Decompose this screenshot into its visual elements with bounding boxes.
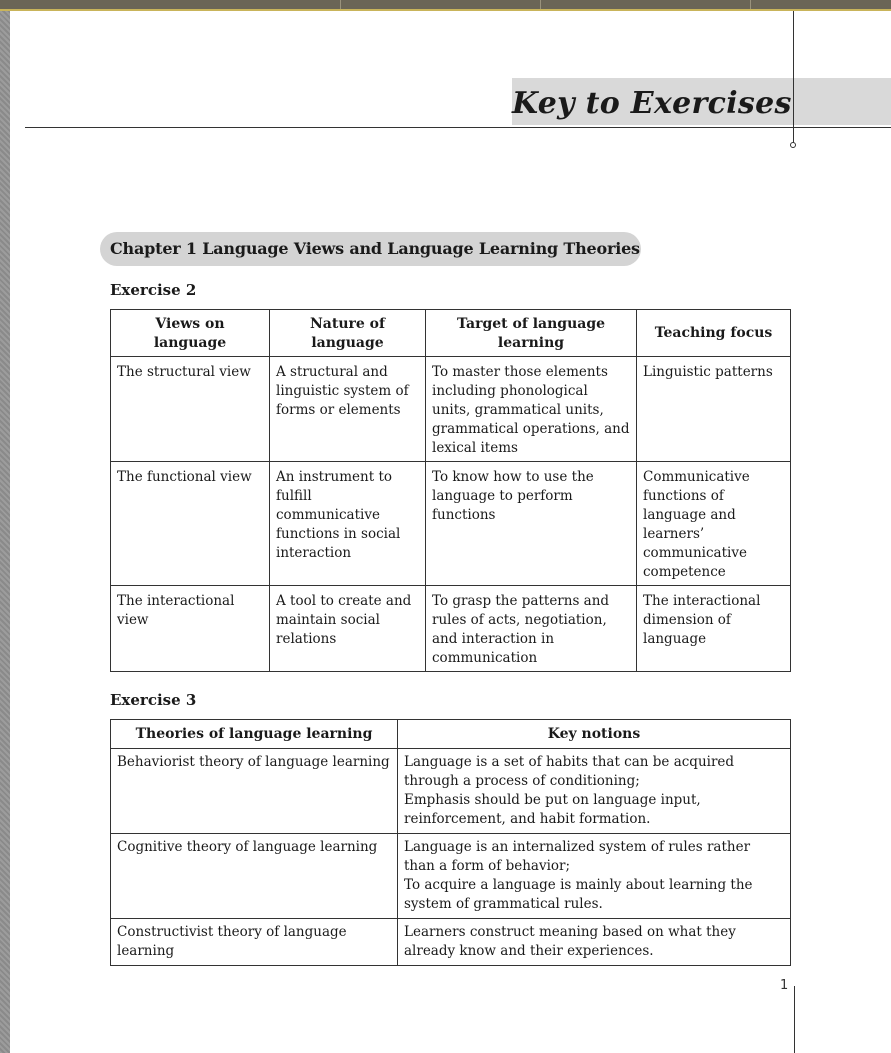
table-row	[111, 834, 791, 919]
chapter-heading: Chapter 1 Language Views and Language Learning Theories	[100, 232, 641, 266]
exercise-2-table	[110, 309, 791, 672]
key-notion-line: Emphasis should be put on language input, reinforcement, and habit formation.	[404, 792, 701, 827]
column-header: Target of language learning	[426, 310, 637, 357]
table-cell: Constructivist theory of language learning	[111, 919, 398, 966]
column-header: Nature of language	[270, 310, 426, 357]
column-header: Teaching focus	[637, 310, 791, 357]
table-cell: Linguistic patterns	[637, 357, 791, 462]
margin-line-bottom	[794, 986, 795, 1053]
viewer-top-bar	[0, 0, 891, 11]
table-header-row	[111, 310, 791, 357]
document-page	[10, 11, 891, 1053]
table-cell	[398, 919, 791, 966]
exercise-3-label: Exercise 3	[110, 691, 197, 709]
page-number: 1	[780, 978, 789, 993]
header-rule	[25, 127, 891, 128]
key-notion-line: Learners construct meaning based on what they already know and their experiences.	[404, 924, 736, 959]
table-cell: Behaviorist theory of language learning	[111, 749, 398, 834]
exercise-2-label: Exercise 2	[110, 281, 197, 299]
table-cell: The interactional dimension of language	[637, 586, 791, 672]
column-header: Views on language	[111, 310, 270, 357]
margin-line-top	[793, 11, 794, 143]
column-header: Key notions	[398, 720, 791, 749]
column-header: Theories of language learning	[111, 720, 398, 749]
table-row	[111, 749, 791, 834]
table-row	[111, 357, 791, 462]
key-notion-line: Language is an internalized system of rules rather than a form of behavior;	[404, 839, 751, 874]
exercise-3-table	[110, 719, 791, 966]
toolbar-segment	[0, 0, 341, 9]
page-title: Key to Exercises	[512, 86, 792, 121]
margin-line-dot	[790, 142, 796, 148]
table-cell: A tool to create and maintain social relations	[270, 586, 426, 672]
table-cell	[398, 834, 791, 919]
table-cell: To master those elements including phonological units, grammatical units, grammatical operations, and lexical items	[426, 357, 637, 462]
table-cell: The functional view	[111, 462, 270, 586]
table-cell: To grasp the patterns and rules of acts, negotiation, and interaction in communication	[426, 586, 637, 672]
table-cell: A structural and linguistic system of forms or elements	[270, 357, 426, 462]
key-notion-line: Language is a set of habits that can be acquired through a process of conditioning;	[404, 754, 735, 789]
viewer-left-strip	[0, 11, 10, 1053]
table-cell: The interactional view	[111, 586, 270, 672]
table-row	[111, 586, 791, 672]
key-notion-line: To acquire a language is mainly about learning the system of grammatical rules.	[404, 877, 753, 912]
table-header-row	[111, 720, 791, 749]
table-row	[111, 919, 791, 966]
table-cell: An instrument to fulfill communicative functions in social interaction	[270, 462, 426, 586]
table-cell: To know how to use the language to perform functions	[426, 462, 637, 586]
toolbar-segment	[340, 0, 541, 9]
table-cell: The structural view	[111, 357, 270, 462]
toolbar-segment	[540, 0, 751, 9]
table-row	[111, 462, 791, 586]
table-cell: Communicative functions of language and learners’ communicative competence	[637, 462, 791, 586]
table-cell: Cognitive theory of language learning	[111, 834, 398, 919]
table-cell	[398, 749, 791, 834]
